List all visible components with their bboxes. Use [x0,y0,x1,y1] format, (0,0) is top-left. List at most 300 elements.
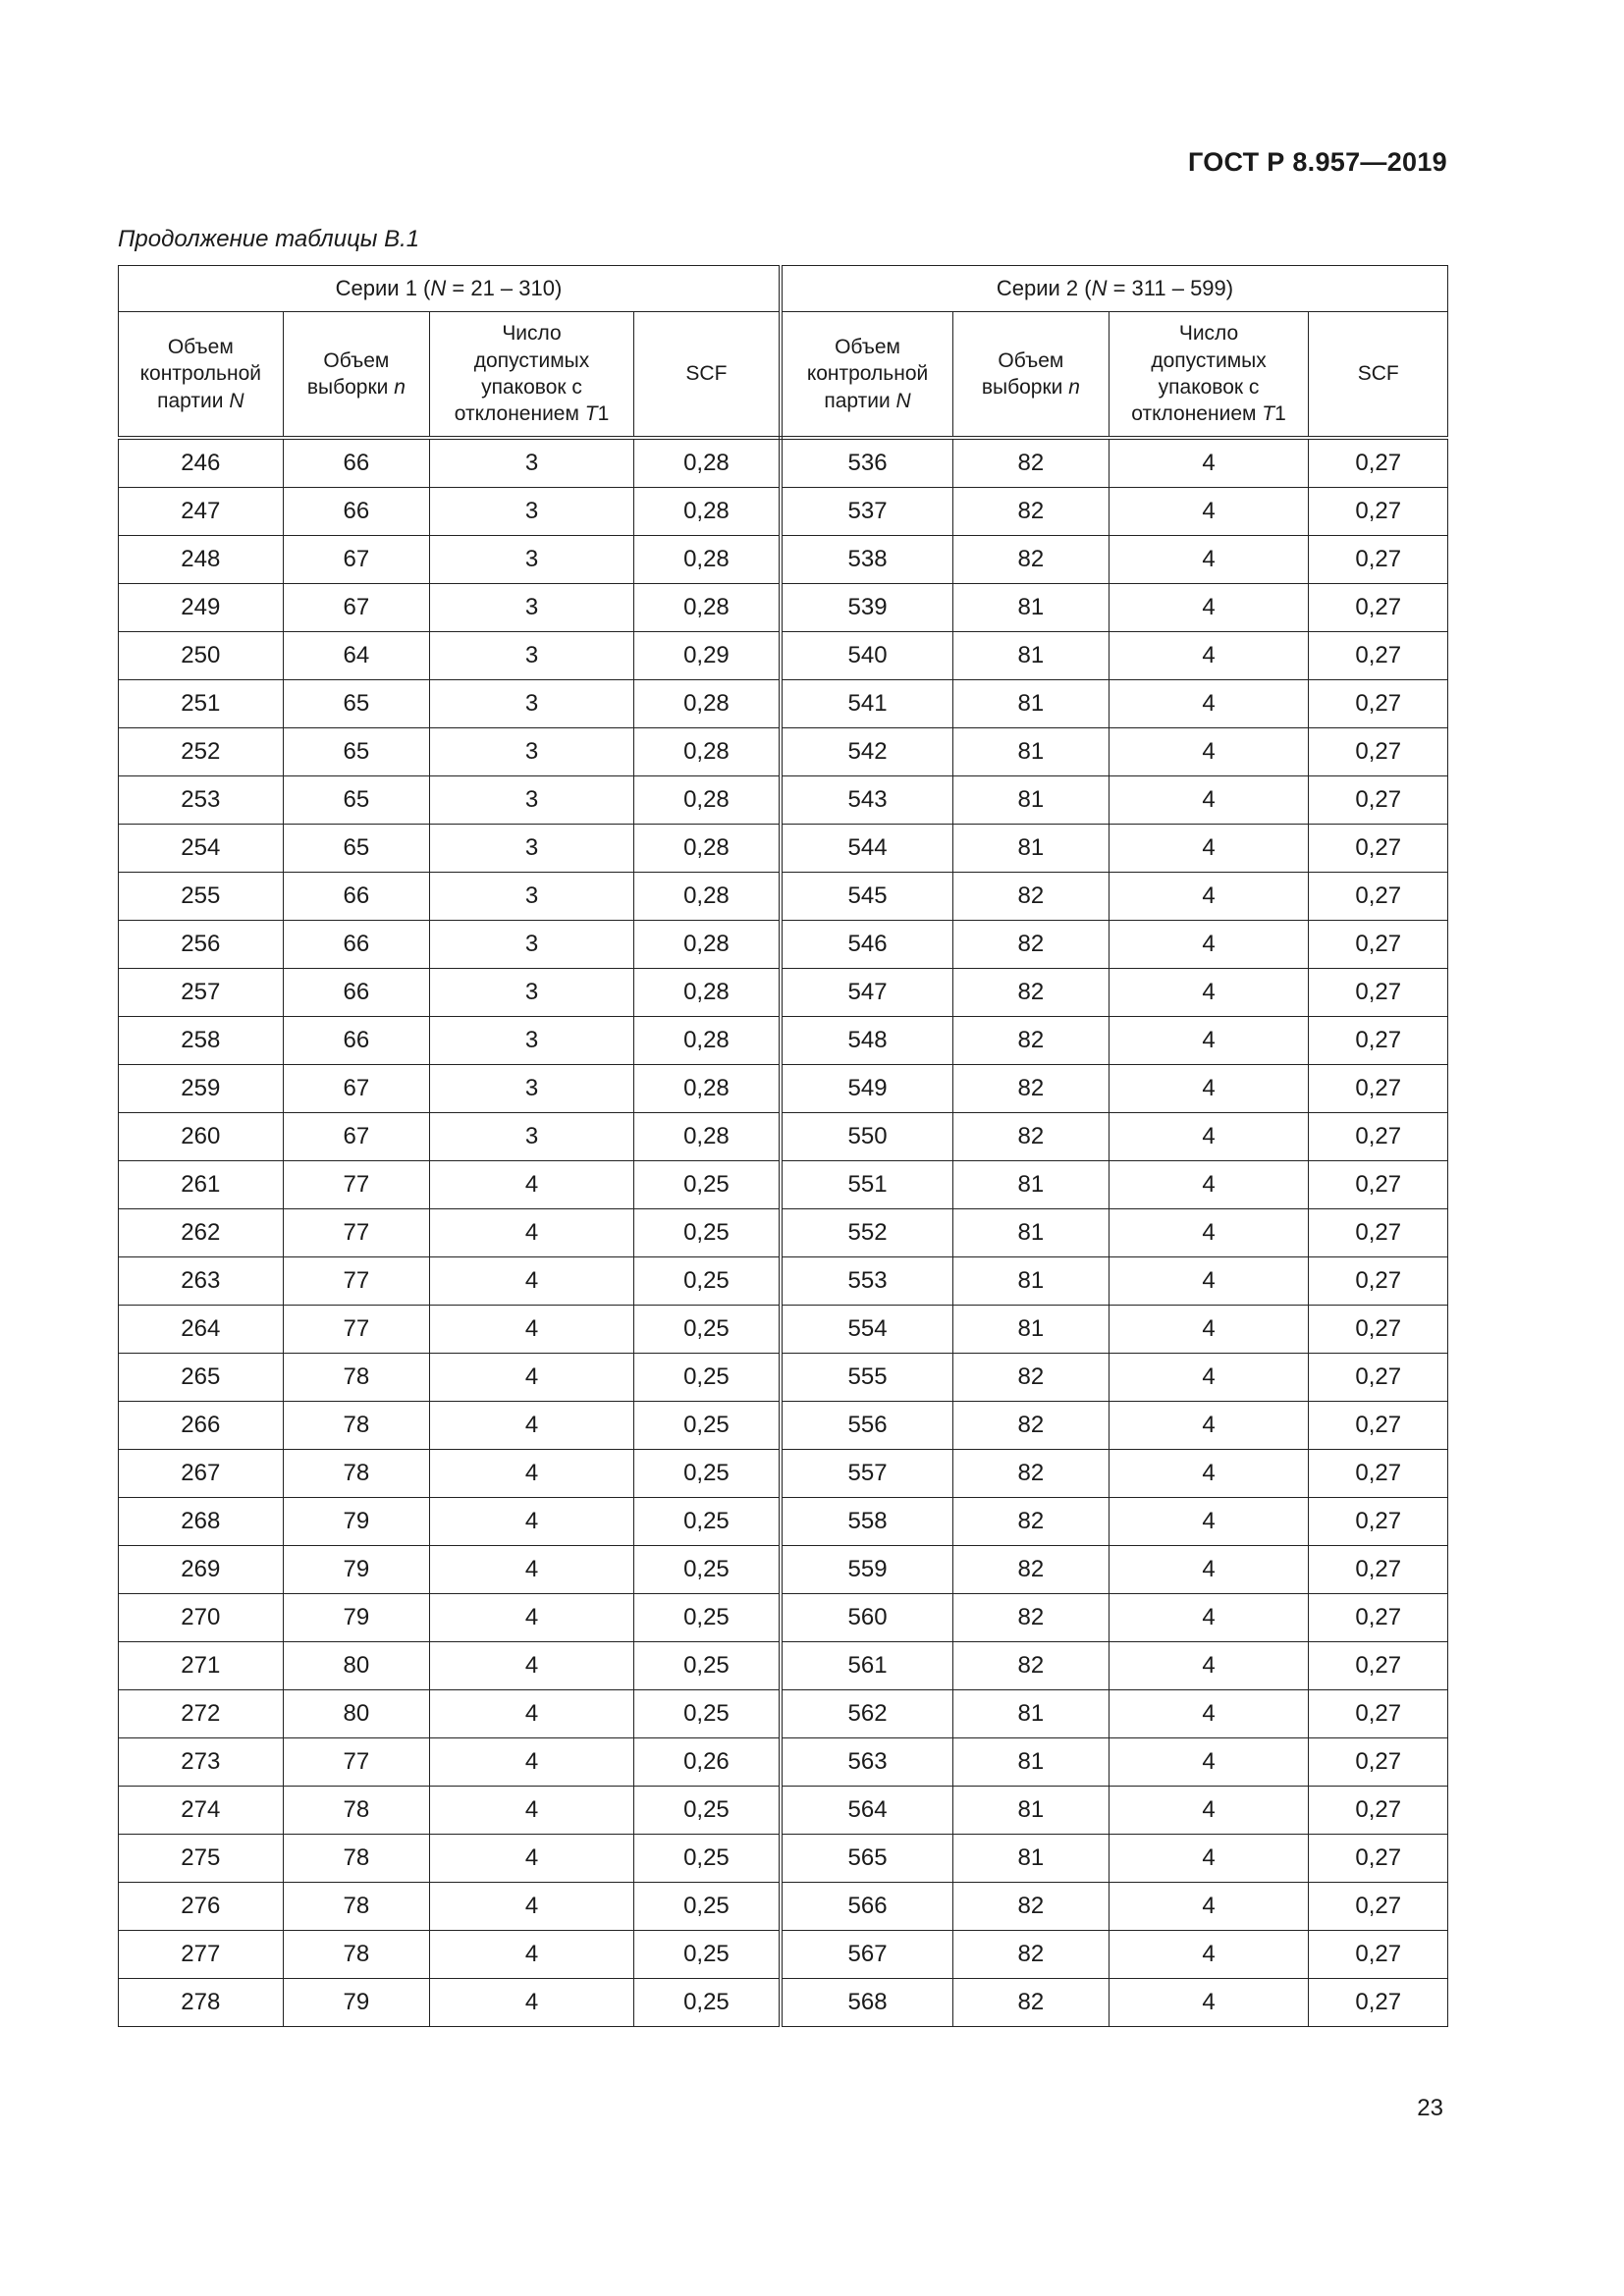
table-row [119,1209,1448,1257]
series-2-lot-size-cell: 568 [781,1979,953,2027]
table-row [119,1787,1448,1835]
series-1-allowed-packages-cell: 3 [430,1113,634,1161]
series-1-scf-cell: 0,25 [633,1835,781,1883]
series-1-allowed-packages-cell: 3 [430,1017,634,1065]
series-1-sample-size-cell: 78 [283,1787,430,1835]
series-2-allowed-packages-cell: 4 [1109,488,1309,536]
table-body [119,438,1448,2027]
series-1-allowed-packages-cell: 4 [430,1257,634,1306]
series-2-allowed-packages-cell: 4 [1109,1690,1309,1738]
series-1-allowed-packages-cell: 3 [430,921,634,969]
series-1-scf-cell: 0,28 [633,969,781,1017]
series-1-lot-size-cell: 250 [119,632,284,680]
series-2-allowed-packages-cell: 4 [1109,1017,1309,1065]
series-1-lot-size-cell: 249 [119,584,284,632]
series-2-lot-size-cell: 543 [781,776,953,825]
series-1-allowed-packages-cell: 3 [430,825,634,873]
series-1-scf-cell: 0,28 [633,584,781,632]
series-1-scf-cell: 0,25 [633,1354,781,1402]
series-1-sample-size-cell: 78 [283,1402,430,1450]
table-row [119,825,1448,873]
series-1-allowed-packages-cell: 4 [430,1354,634,1402]
series-2-sample-size-cell: 81 [953,1209,1110,1257]
col-header-allowed-packages: Число допустимых упаковок с отклонением T1 [430,312,634,439]
series-2-scf-cell: 0,27 [1309,825,1448,873]
series-1-lot-size-cell: 268 [119,1498,284,1546]
series-1-lot-size-cell: 252 [119,728,284,776]
series-1-lot-size-cell: 253 [119,776,284,825]
series-1-sample-size-cell: 67 [283,1113,430,1161]
series-2-scf-cell: 0,27 [1309,632,1448,680]
series-1-lot-size-cell: 267 [119,1450,284,1498]
series-1-allowed-packages-cell: 3 [430,488,634,536]
series-1-scf-cell: 0,25 [633,1690,781,1738]
series-1-sample-size-cell: 65 [283,825,430,873]
col-header-sample-size: Объем выборки n [953,312,1110,439]
series-2-lot-size-cell: 536 [781,438,953,488]
series-1-allowed-packages-cell: 4 [430,1546,634,1594]
table-row [119,873,1448,921]
series-1-scf-cell: 0,28 [633,1113,781,1161]
col-header-scf: SCF [1309,312,1448,439]
series-2-sample-size-cell: 82 [953,1354,1110,1402]
series-1-lot-size-cell: 261 [119,1161,284,1209]
series-2-scf-cell: 0,27 [1309,1161,1448,1209]
series-1-sample-size-cell: 64 [283,632,430,680]
series-2-scf-cell: 0,27 [1309,1594,1448,1642]
series-2-sample-size-cell: 82 [953,536,1110,584]
series-2-lot-size-cell: 564 [781,1787,953,1835]
series-1-scf-cell: 0,28 [633,536,781,584]
series-2-sample-size-cell: 82 [953,969,1110,1017]
series-1-allowed-packages-cell: 3 [430,584,634,632]
series-2-sample-size-cell: 81 [953,776,1110,825]
series-1-sample-size-cell: 80 [283,1690,430,1738]
series-2-allowed-packages-cell: 4 [1109,438,1309,488]
series-1-scf-cell: 0,25 [633,1787,781,1835]
series-1-lot-size-cell: 263 [119,1257,284,1306]
series-2-scf-cell: 0,27 [1309,1354,1448,1402]
series-2-sample-size-cell: 82 [953,1979,1110,2027]
series-1-allowed-packages-cell: 3 [430,1065,634,1113]
series-2-lot-size-cell: 555 [781,1354,953,1402]
series-1-allowed-packages-cell: 4 [430,1738,634,1787]
series-2-lot-size-cell: 553 [781,1257,953,1306]
series-2-scf-cell: 0,27 [1309,1306,1448,1354]
series-2-allowed-packages-cell: 4 [1109,1498,1309,1546]
table-row [119,1354,1448,1402]
table-row [119,776,1448,825]
series-2-scf-cell: 0,27 [1309,1883,1448,1931]
page-number: 23 [1417,2095,1443,2121]
series-2-sample-size-cell: 82 [953,1594,1110,1642]
series-2-scf-cell: 0,27 [1309,488,1448,536]
series-2-lot-size-cell: 541 [781,680,953,728]
series-1-lot-size-cell: 270 [119,1594,284,1642]
series-1-sample-size-cell: 78 [283,1883,430,1931]
table-row [119,1402,1448,1450]
table-row [119,1546,1448,1594]
series-1-scf-cell: 0,28 [633,438,781,488]
series-2-sample-size-cell: 82 [953,1642,1110,1690]
series-2-scf-cell: 0,27 [1309,1546,1448,1594]
series-2-scf-cell: 0,27 [1309,1835,1448,1883]
series-1-scf-cell: 0,28 [633,728,781,776]
series-1-allowed-packages-cell: 4 [430,1883,634,1931]
series-1-allowed-packages-cell: 3 [430,536,634,584]
series-1-lot-size-cell: 272 [119,1690,284,1738]
series-1-allowed-packages-cell: 3 [430,728,634,776]
series-1-sample-size-cell: 79 [283,1979,430,2027]
series-2-allowed-packages-cell: 4 [1109,1065,1309,1113]
series-1-scf-cell: 0,28 [633,776,781,825]
series-2-allowed-packages-cell: 4 [1109,825,1309,873]
table-row [119,1738,1448,1787]
series-2-scf-cell: 0,27 [1309,1738,1448,1787]
series-2-scf-cell: 0,27 [1309,1065,1448,1113]
series-2-allowed-packages-cell: 4 [1109,1787,1309,1835]
table-row [119,1113,1448,1161]
table-row [119,1979,1448,2027]
series-2-sample-size-cell: 81 [953,1738,1110,1787]
series-1-lot-size-cell: 273 [119,1738,284,1787]
series-2-scf-cell: 0,27 [1309,728,1448,776]
series-2-scf-cell: 0,27 [1309,1979,1448,2027]
col-header-scf: SCF [633,312,781,439]
table-row [119,536,1448,584]
series-2-lot-size-cell: 567 [781,1931,953,1979]
series-1-scf-cell: 0,25 [633,1209,781,1257]
series-2-scf-cell: 0,27 [1309,921,1448,969]
series-2-sample-size-cell: 82 [953,1450,1110,1498]
series-1-allowed-packages-cell: 4 [430,1402,634,1450]
series-1-lot-size-cell: 269 [119,1546,284,1594]
series-2-lot-size-cell: 561 [781,1642,953,1690]
series-2-sample-size-cell: 81 [953,825,1110,873]
table-row [119,1883,1448,1931]
series-1-sample-size-cell: 78 [283,1835,430,1883]
table-row [119,488,1448,536]
series-2-allowed-packages-cell: 4 [1109,1257,1309,1306]
series-1-scf-cell: 0,25 [633,1450,781,1498]
series-2-scf-cell: 0,27 [1309,1017,1448,1065]
series-2-sample-size-cell: 81 [953,680,1110,728]
table-row [119,1498,1448,1546]
table-row [119,1642,1448,1690]
series-1-lot-size-cell: 265 [119,1354,284,1402]
series-2-allowed-packages-cell: 4 [1109,1354,1309,1402]
series-1-lot-size-cell: 260 [119,1113,284,1161]
series-1-allowed-packages-cell: 4 [430,1642,634,1690]
series-1-allowed-packages-cell: 3 [430,776,634,825]
series-1-scf-cell: 0,25 [633,1931,781,1979]
series-1-sample-size-cell: 77 [283,1738,430,1787]
series-1-sample-size-cell: 66 [283,873,430,921]
series-1-allowed-packages-cell: 4 [430,1450,634,1498]
series-2-lot-size-cell: 545 [781,873,953,921]
series-2-sample-size-cell: 82 [953,1883,1110,1931]
series-1-sample-size-cell: 66 [283,1017,430,1065]
series-2-allowed-packages-cell: 4 [1109,1546,1309,1594]
series-1-sample-size-cell: 79 [283,1498,430,1546]
series-2-lot-size-cell: 554 [781,1306,953,1354]
series-2-lot-size-cell: 546 [781,921,953,969]
table-row [119,969,1448,1017]
series-2-lot-size-cell: 552 [781,1209,953,1257]
series-2-lot-size-cell: 539 [781,584,953,632]
series-1-lot-size-cell: 266 [119,1402,284,1450]
series-2-lot-size-cell: 544 [781,825,953,873]
series-2-lot-size-cell: 537 [781,488,953,536]
series-2-allowed-packages-cell: 4 [1109,1883,1309,1931]
series-1-scf-cell: 0,28 [633,680,781,728]
series-1-allowed-packages-cell: 4 [430,1690,634,1738]
series-1-sample-size-cell: 66 [283,921,430,969]
series-1-allowed-packages-cell: 4 [430,1835,634,1883]
series-1-sample-size-cell: 79 [283,1546,430,1594]
series-2-sample-size-cell: 82 [953,488,1110,536]
series-2-scf-cell: 0,27 [1309,536,1448,584]
series-2-scf-cell: 0,27 [1309,680,1448,728]
series-1-lot-size-cell: 274 [119,1787,284,1835]
col-header-allowed-packages: Число допустимых упаковок с отклонением T1 [1109,312,1309,439]
series-2-sample-size-cell: 82 [953,438,1110,488]
series-2-scf-cell: 0,27 [1309,1450,1448,1498]
series-2-scf-cell: 0,27 [1309,969,1448,1017]
series-1-lot-size-cell: 262 [119,1209,284,1257]
table-row [119,1931,1448,1979]
series-1-scf-cell: 0,28 [633,825,781,873]
series-1-lot-size-cell: 278 [119,1979,284,2027]
series-2-allowed-packages-cell: 4 [1109,1642,1309,1690]
series-1-sample-size-cell: 67 [283,1065,430,1113]
series-2-lot-size-cell: 558 [781,1498,953,1546]
series-1-lot-size-cell: 277 [119,1931,284,1979]
series-1-sample-size-cell: 77 [283,1161,430,1209]
series-1-allowed-packages-cell: 4 [430,1161,634,1209]
series-1-lot-size-cell: 258 [119,1017,284,1065]
table-row [119,1690,1448,1738]
series-1-scf-cell: 0,28 [633,921,781,969]
series-2-lot-size-cell: 549 [781,1065,953,1113]
series-2-lot-size-cell: 540 [781,632,953,680]
series-2-allowed-packages-cell: 4 [1109,921,1309,969]
series-1-header: Серии 1 (N = 21 – 310) [119,266,781,312]
series-1-lot-size-cell: 251 [119,680,284,728]
series-2-allowed-packages-cell: 4 [1109,1209,1309,1257]
series-2-lot-size-cell: 542 [781,728,953,776]
table-row [119,632,1448,680]
series-2-scf-cell: 0,27 [1309,1690,1448,1738]
table-row [119,438,1448,488]
series-1-lot-size-cell: 254 [119,825,284,873]
series-2-sample-size-cell: 82 [953,1498,1110,1546]
series-1-scf-cell: 0,28 [633,488,781,536]
series-1-scf-cell: 0,25 [633,1257,781,1306]
series-2-scf-cell: 0,27 [1309,438,1448,488]
table-row [119,1450,1448,1498]
series-2-lot-size-cell: 548 [781,1017,953,1065]
document-id: ГОСТ Р 8.957—2019 [1187,147,1447,177]
series-1-sample-size-cell: 66 [283,438,430,488]
series-2-sample-size-cell: 82 [953,1402,1110,1450]
series-1-scf-cell: 0,25 [633,1546,781,1594]
series-2-scf-cell: 0,27 [1309,1209,1448,1257]
series-2-lot-size-cell: 556 [781,1402,953,1450]
series-1-allowed-packages-cell: 4 [430,1306,634,1354]
series-2-lot-size-cell: 562 [781,1690,953,1738]
series-1-allowed-packages-cell: 3 [430,873,634,921]
series-2-scf-cell: 0,27 [1309,1402,1448,1450]
table-row [119,584,1448,632]
series-2-scf-cell: 0,27 [1309,873,1448,921]
series-2-sample-size-cell: 82 [953,1546,1110,1594]
series-2-allowed-packages-cell: 4 [1109,969,1309,1017]
series-1-allowed-packages-cell: 3 [430,680,634,728]
series-1-sample-size-cell: 66 [283,488,430,536]
series-2-allowed-packages-cell: 4 [1109,536,1309,584]
series-2-lot-size-cell: 565 [781,1835,953,1883]
series-2-allowed-packages-cell: 4 [1109,1402,1309,1450]
series-1-sample-size-cell: 77 [283,1257,430,1306]
series-1-scf-cell: 0,25 [633,1979,781,2027]
table-row [119,728,1448,776]
series-1-sample-size-cell: 77 [283,1306,430,1354]
series-2-lot-size-cell: 550 [781,1113,953,1161]
series-1-sample-size-cell: 65 [283,728,430,776]
series-2-lot-size-cell: 563 [781,1738,953,1787]
series-1-sample-size-cell: 66 [283,969,430,1017]
series-2-sample-size-cell: 81 [953,1161,1110,1209]
series-1-lot-size-cell: 246 [119,438,284,488]
series-2-allowed-packages-cell: 4 [1109,584,1309,632]
series-2-scf-cell: 0,27 [1309,1931,1448,1979]
series-1-allowed-packages-cell: 3 [430,969,634,1017]
series-1-sample-size-cell: 65 [283,680,430,728]
series-2-lot-size-cell: 538 [781,536,953,584]
series-2-allowed-packages-cell: 4 [1109,1113,1309,1161]
series-2-sample-size-cell: 81 [953,1787,1110,1835]
series-1-scf-cell: 0,29 [633,632,781,680]
series-1-lot-size-cell: 271 [119,1642,284,1690]
series-1-sample-size-cell: 80 [283,1642,430,1690]
series-1-lot-size-cell: 255 [119,873,284,921]
data-table [118,265,1448,2027]
series-1-allowed-packages-cell: 4 [430,1979,634,2027]
table-row [119,1306,1448,1354]
series-2-scf-cell: 0,27 [1309,1642,1448,1690]
series-1-sample-size-cell: 78 [283,1450,430,1498]
series-2-sample-size-cell: 81 [953,1835,1110,1883]
series-2-lot-size-cell: 566 [781,1883,953,1931]
series-2-sample-size-cell: 82 [953,1113,1110,1161]
series-2-sample-size-cell: 81 [953,728,1110,776]
series-1-sample-size-cell: 79 [283,1594,430,1642]
series-1-allowed-packages-cell: 4 [430,1594,634,1642]
series-2-lot-size-cell: 551 [781,1161,953,1209]
series-2-sample-size-cell: 82 [953,873,1110,921]
series-1-scf-cell: 0,25 [633,1594,781,1642]
series-1-scf-cell: 0,25 [633,1161,781,1209]
series-1-scf-cell: 0,28 [633,1017,781,1065]
series-2-allowed-packages-cell: 4 [1109,776,1309,825]
series-1-sample-size-cell: 65 [283,776,430,825]
series-1-scf-cell: 0,28 [633,873,781,921]
series-2-sample-size-cell: 81 [953,584,1110,632]
series-1-lot-size-cell: 257 [119,969,284,1017]
series-2-scf-cell: 0,27 [1309,1498,1448,1546]
table-row [119,1161,1448,1209]
series-1-lot-size-cell: 264 [119,1306,284,1354]
series-1-scf-cell: 0,25 [633,1498,781,1546]
series-2-scf-cell: 0,27 [1309,1113,1448,1161]
series-2-allowed-packages-cell: 4 [1109,680,1309,728]
table-row [119,1017,1448,1065]
series-1-sample-size-cell: 78 [283,1931,430,1979]
table-row [119,921,1448,969]
series-2-scf-cell: 0,27 [1309,776,1448,825]
series-1-scf-cell: 0,26 [633,1738,781,1787]
series-2-allowed-packages-cell: 4 [1109,1306,1309,1354]
series-1-sample-size-cell: 67 [283,536,430,584]
series-2-allowed-packages-cell: 4 [1109,1979,1309,2027]
series-1-sample-size-cell: 78 [283,1354,430,1402]
series-1-allowed-packages-cell: 4 [430,1787,634,1835]
table-row [119,680,1448,728]
series-2-header: Серии 2 (N = 311 – 599) [781,266,1448,312]
series-2-sample-size-cell: 82 [953,1065,1110,1113]
series-1-allowed-packages-cell: 3 [430,632,634,680]
series-2-sample-size-cell: 82 [953,1931,1110,1979]
series-1-lot-size-cell: 256 [119,921,284,969]
series-2-scf-cell: 0,27 [1309,584,1448,632]
series-1-allowed-packages-cell: 3 [430,438,634,488]
series-2-allowed-packages-cell: 4 [1109,1738,1309,1787]
table-row [119,1065,1448,1113]
series-1-scf-cell: 0,25 [633,1402,781,1450]
series-1-allowed-packages-cell: 4 [430,1498,634,1546]
series-2-lot-size-cell: 559 [781,1546,953,1594]
series-2-scf-cell: 0,27 [1309,1787,1448,1835]
series-1-scf-cell: 0,25 [633,1883,781,1931]
col-header-lot-size: Объем контрольной партии N [781,312,953,439]
series-2-lot-size-cell: 547 [781,969,953,1017]
series-2-allowed-packages-cell: 4 [1109,1594,1309,1642]
series-2-scf-cell: 0,27 [1309,1257,1448,1306]
series-2-lot-size-cell: 557 [781,1450,953,1498]
series-2-allowed-packages-cell: 4 [1109,1450,1309,1498]
series-1-sample-size-cell: 67 [283,584,430,632]
series-1-allowed-packages-cell: 4 [430,1931,634,1979]
table-row [119,1257,1448,1306]
series-1-lot-size-cell: 259 [119,1065,284,1113]
series-2-allowed-packages-cell: 4 [1109,1931,1309,1979]
series-1-lot-size-cell: 248 [119,536,284,584]
series-1-scf-cell: 0,25 [633,1642,781,1690]
series-2-lot-size-cell: 560 [781,1594,953,1642]
table-row [119,1835,1448,1883]
table-caption: Продолжение таблицы В.1 [118,226,420,252]
series-2-sample-size-cell: 81 [953,1257,1110,1306]
series-1-sample-size-cell: 77 [283,1209,430,1257]
col-header-sample-size: Объем выборки n [283,312,430,439]
series-2-allowed-packages-cell: 4 [1109,728,1309,776]
series-1-scf-cell: 0,25 [633,1306,781,1354]
series-2-allowed-packages-cell: 4 [1109,632,1309,680]
series-2-sample-size-cell: 82 [953,1017,1110,1065]
series-2-sample-size-cell: 82 [953,921,1110,969]
series-1-allowed-packages-cell: 4 [430,1209,634,1257]
